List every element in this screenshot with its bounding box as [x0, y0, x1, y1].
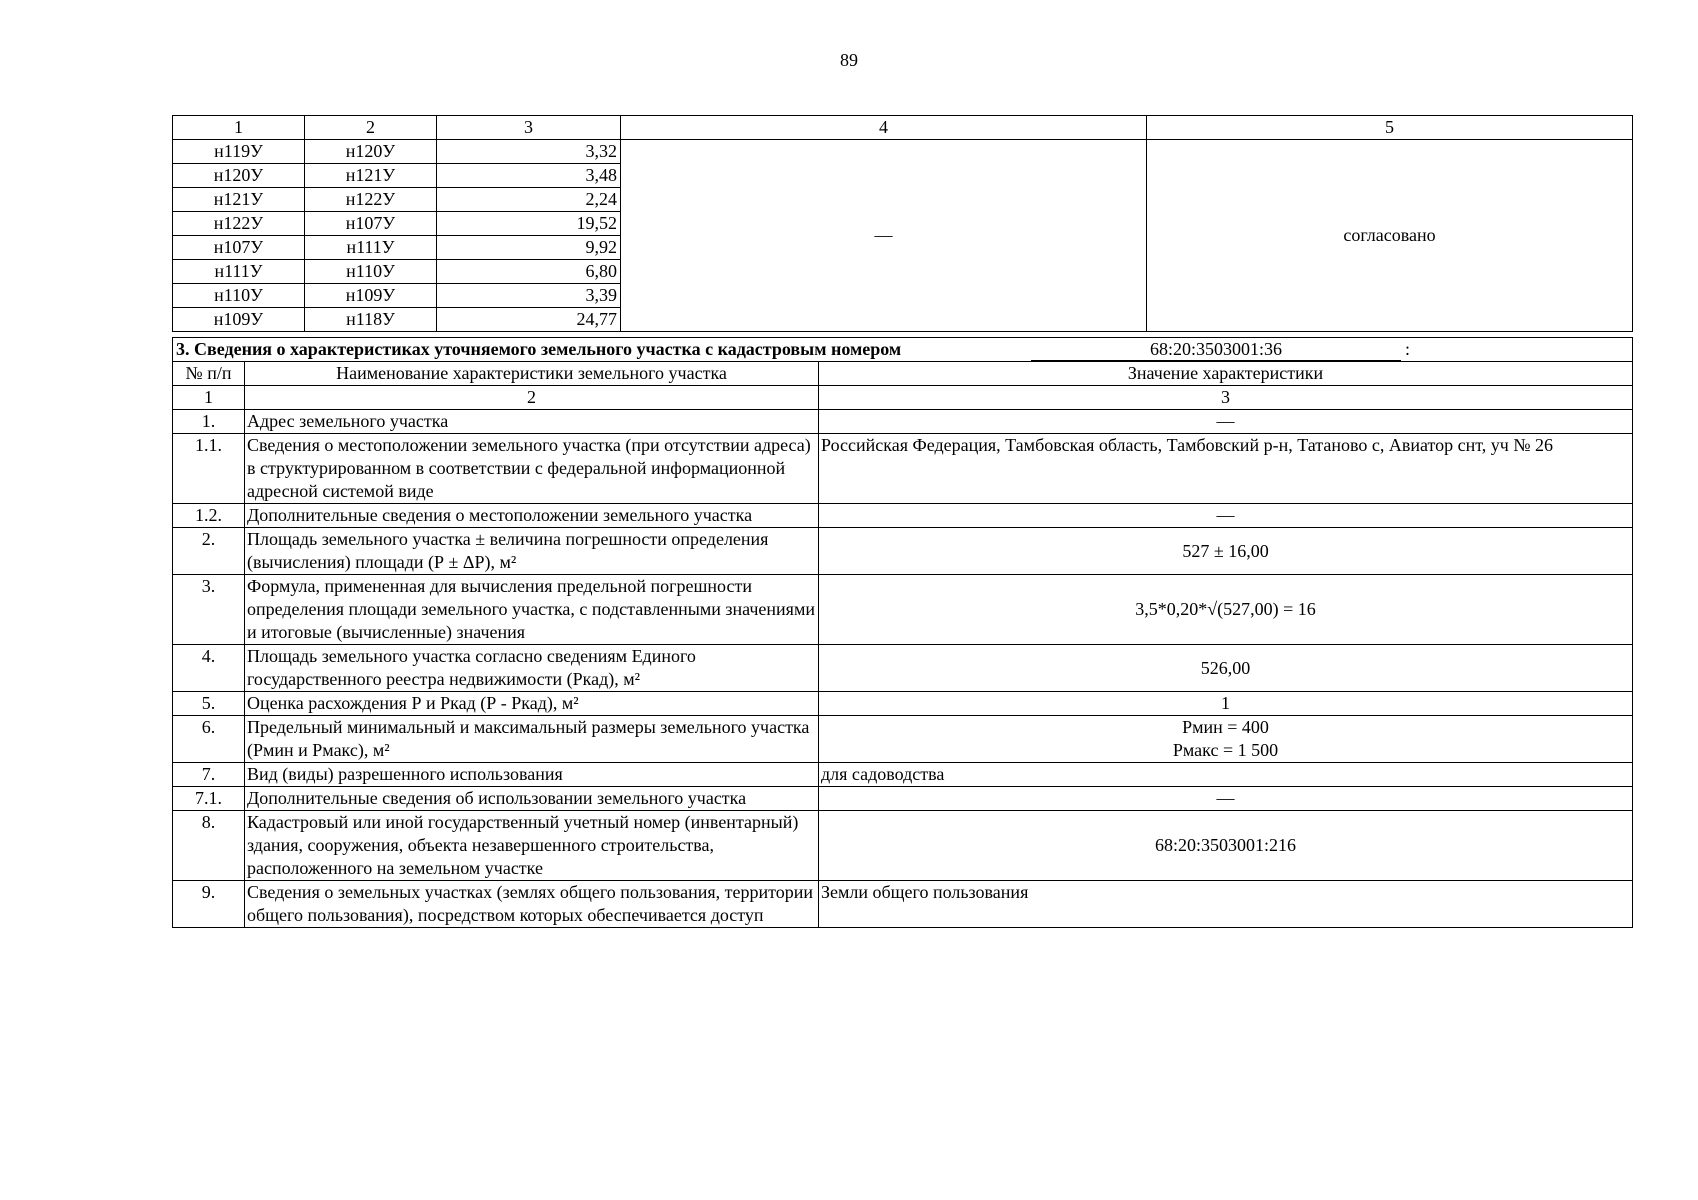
characteristic-value: для садоводства — [819, 763, 1633, 787]
value-min-size: Рмин = 400 — [1182, 717, 1269, 737]
row-number: 1. — [173, 410, 245, 434]
characteristic-value: 527 ± 16,00 — [819, 528, 1633, 575]
table-row — [173, 504, 1633, 528]
row-number: 9. — [173, 881, 245, 928]
row-number: 7. — [173, 763, 245, 787]
table-row — [173, 434, 1633, 504]
segment-from-point: н109У — [173, 308, 305, 332]
segment-from-point: н110У — [173, 284, 305, 308]
column-number-1: 1 — [173, 386, 245, 410]
segment-length: 3,39 — [437, 284, 621, 308]
column-numbers-row — [173, 386, 1633, 410]
header-row-number: № п/п — [173, 362, 245, 386]
row-number: 6. — [173, 716, 245, 763]
table-row — [173, 763, 1633, 787]
section-title-row — [173, 338, 1633, 362]
row-number: 7.1. — [173, 787, 245, 811]
land-plot-characteristics-table — [172, 337, 1633, 928]
segment-to-point: н122У — [305, 188, 437, 212]
table-row — [173, 811, 1633, 881]
row-number: 5. — [173, 692, 245, 716]
segment-from-point: н122У — [173, 212, 305, 236]
table-row — [173, 787, 1633, 811]
header-characteristic-value: Значение характеристики — [819, 362, 1633, 386]
table-row — [173, 528, 1633, 575]
segment-from-point: н119У — [173, 140, 305, 164]
characteristic-name: Вид (виды) разрешенного использования — [245, 763, 819, 787]
column-number-5: 5 — [1147, 116, 1633, 140]
characteristic-value: Земли общего пользования — [819, 881, 1633, 928]
characteristic-value: Российская Федерация, Тамбовская область, Тамбовский р-н, Татаново с, Авиатор снт, уч № 26 — [819, 434, 1633, 504]
column-number-2: 2 — [305, 116, 437, 140]
section-title-text: 3. Сведения о характеристиках уточняемого земельного участка с кадастровым номером — [176, 339, 902, 359]
segment-from-point: н120У — [173, 164, 305, 188]
segment-from-point: н121У — [173, 188, 305, 212]
row-number: 8. — [173, 811, 245, 881]
characteristic-value: 526,00 — [819, 645, 1633, 692]
boundary-segments-table — [172, 115, 1633, 332]
row-number: 3. — [173, 575, 245, 645]
segment-length: 9,92 — [437, 236, 621, 260]
table-row — [173, 575, 1633, 645]
table-row — [173, 716, 1633, 763]
characteristic-name: Адрес земельного участка — [245, 410, 819, 434]
header-characteristic-name: Наименование характеристики земельного участка — [245, 362, 819, 386]
row-number: 4. — [173, 645, 245, 692]
characteristic-name: Площадь земельного участка ± величина погрешности определения (вычисления) площади (Р ± ΔР), м² — [245, 528, 819, 575]
characteristic-name: Дополнительные сведения об использовании земельного участка — [245, 787, 819, 811]
table-row — [173, 645, 1633, 692]
column-number-4: 4 — [621, 116, 1147, 140]
characteristic-name: Предельный минимальный и максимальный размеры земельного участка (Рмин и Рмакс), м² — [245, 716, 819, 763]
section-title — [173, 338, 1633, 362]
column-4-value: — — [621, 140, 1147, 332]
column-number-3: 3 — [819, 386, 1633, 410]
table-header-row — [173, 116, 1633, 140]
characteristic-name: Сведения о местоположении земельного участка (при отсутствии адреса) в структурированном в соответствии с федеральной информационной адресной системой виде — [245, 434, 819, 504]
characteristic-name: Оценка расхождения Р и Ркад (Р - Ркад), м² — [245, 692, 819, 716]
characteristic-value: 3,5*0,20*√(527,00) = 16 — [819, 575, 1633, 645]
characteristic-name: Дополнительные сведения о местоположении земельного участка — [245, 504, 819, 528]
column-number-3: 3 — [437, 116, 621, 140]
column-number-2: 2 — [245, 386, 819, 410]
table-row — [173, 140, 1633, 164]
characteristic-value: 68:20:3503001:216 — [819, 811, 1633, 881]
approval-status: согласовано — [1147, 140, 1633, 332]
value-max-size: Рмакс = 1 500 — [1172, 740, 1279, 760]
table-row — [173, 881, 1633, 928]
title-colon: : — [1405, 339, 1411, 359]
segment-to-point: н107У — [305, 212, 437, 236]
characteristic-value: 1 — [819, 692, 1633, 716]
segment-to-point: н118У — [305, 308, 437, 332]
characteristic-name: Площадь земельного участка согласно сведениям Единого государственного реестра недвижимости (Ркад), м² — [245, 645, 819, 692]
segment-length: 19,52 — [437, 212, 621, 236]
table-header-row — [173, 362, 1633, 386]
page-number: 89 — [840, 50, 858, 70]
segment-to-point: н121У — [305, 164, 437, 188]
segment-to-point: н120У — [305, 140, 437, 164]
segment-length: 2,24 — [437, 188, 621, 212]
characteristic-value: — — [819, 787, 1633, 811]
segment-length: 6,80 — [437, 260, 621, 284]
row-number: 1.2. — [173, 504, 245, 528]
segment-from-point: н107У — [173, 236, 305, 260]
segment-to-point: н109У — [305, 284, 437, 308]
segment-to-point: н111У — [305, 236, 437, 260]
table-row — [173, 410, 1633, 434]
segment-to-point: н110У — [305, 260, 437, 284]
characteristic-name: Формула, примененная для вычисления предельной погрешности определения площади земельного участка, с подставленными значениями и итоговые (вычисленные) значения — [245, 575, 819, 645]
characteristic-value — [819, 716, 1633, 763]
table-row — [173, 692, 1633, 716]
characteristic-value: — — [819, 410, 1633, 434]
row-number: 2. — [173, 528, 245, 575]
cadastral-number: 68:20:3503001:36 — [1031, 338, 1401, 361]
characteristic-value: — — [819, 504, 1633, 528]
column-number-1: 1 — [173, 116, 305, 140]
row-number: 1.1. — [173, 434, 245, 504]
characteristic-name: Сведения о земельных участках (землях общего пользования, территории общего пользования), посредством которых обеспечивается доступ — [245, 881, 819, 928]
segment-length: 3,48 — [437, 164, 621, 188]
segment-from-point: н111У — [173, 260, 305, 284]
segment-length: 24,77 — [437, 308, 621, 332]
segment-length: 3,32 — [437, 140, 621, 164]
characteristic-name: Кадастровый или иной государственный учетный номер (инвентарный) здания, сооружения, объекта незавершенного строительства, расположенного на земельном участке — [245, 811, 819, 881]
